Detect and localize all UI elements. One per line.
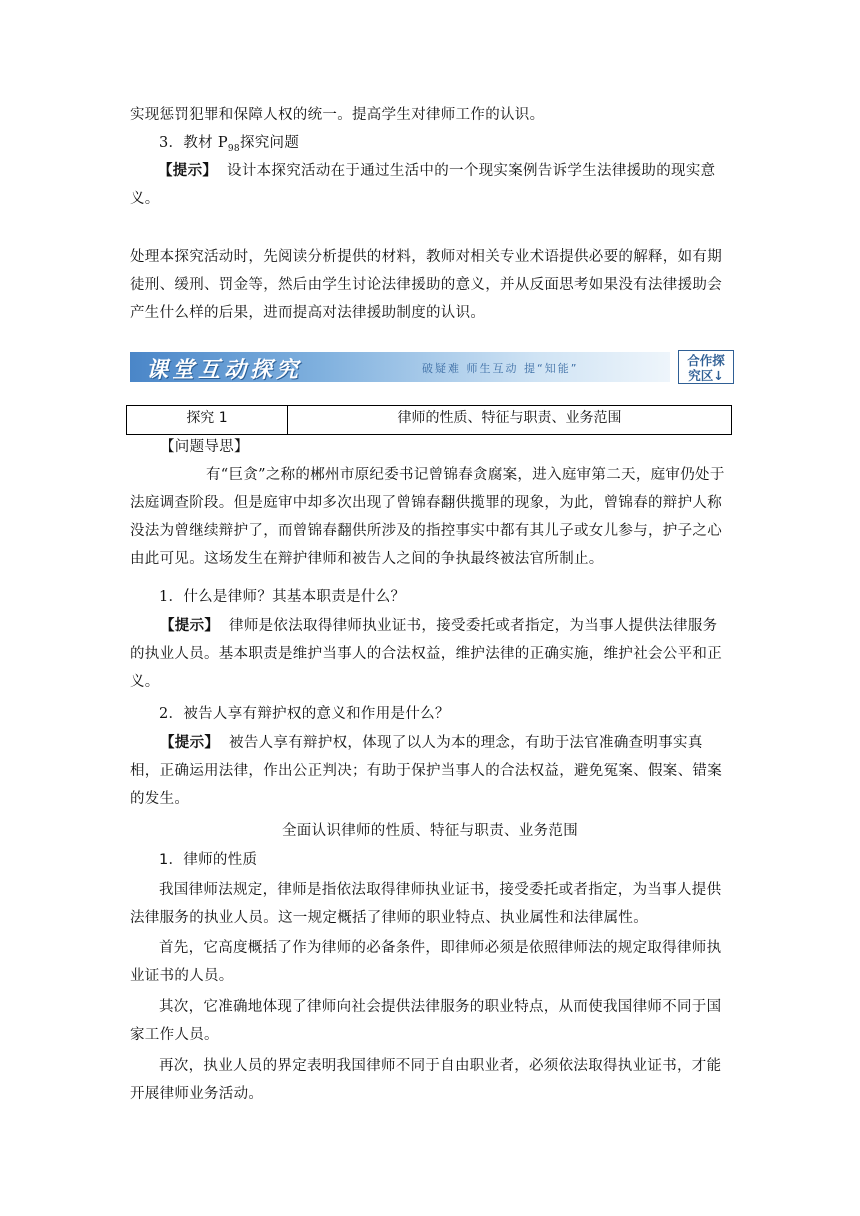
subheading-nature: 1．律师的性质 (159, 852, 258, 868)
guide-label: 【问题导思】 (160, 439, 249, 455)
page-subscript: 98 (227, 143, 240, 154)
summary-title: 全面认识律师的性质、特征与职责、业务范围 (282, 823, 578, 839)
item-3-heading: 3．教材 $P_{98}$探究问题 (159, 135, 300, 154)
section-banner (130, 350, 735, 386)
nature-paragraph-4: 再次，执业人员的界定表明我国律师不同于自由职业者，必须依法取得执业证书，才能开展律师业务活动。 (130, 1058, 722, 1102)
question-1: 1．什么是律师？其基本职责是什么？ (159, 589, 406, 605)
explore-number: 探究 1 (127, 406, 288, 435)
explore-topic: 律师的性质、特征与职责、业务范围 (288, 406, 732, 435)
banner-title: 课堂互动探究 (146, 357, 303, 383)
hint-paragraph-1: 【提示】 设计本探究活动在于通过生活中的一个现实案例告诉学生法律援助的现实意义。 (130, 162, 716, 207)
nature-paragraph-1: 我国律师法规定，律师是指依法取得律师执业证书，接受委托或者指定，为当事人提供法律服务的执业人员。这一规定概括了律师的职业特点、执业属性和法律属性。 (130, 882, 722, 926)
case-story: 有“巨贪”之称的郴州市原纪委书记曾锦春贪腐案，进入庭审第二天，庭审仍处于法庭调查阶段。但是庭审中却多次出现了曾锦春翻供揽罪的现象，为此，曾锦春的辩护人称没法为曾继续辩护了，而曾锦春翻供所涉及的指控事实中都有其儿子或女儿参与，护子之心由此可见。这场发生在辩护律师和被告人之间的争执最终被法官所制止。 (130, 467, 725, 567)
processing-paragraph: 处理本探究活动时，先阅读分析提供的材料，教师对相关专业术语提供必要的解释，如有期徒刑、缓刑、罚金等，然后由学生讨论法律援助的意义，并从反面思考如果没有法律援助会产生什么样的后果，进而提高对法律援助制度的认识。 (130, 249, 722, 321)
nature-paragraph-3: 其次，它准确地体现了律师向社会提供法律服务的职业特点，从而使我国律师不同于国家工作人员。 (130, 999, 722, 1043)
intro-line: 实现惩罚犯罪和保障人权的统一。提高学生对律师工作的认识。 (130, 107, 545, 123)
banner-subtitle: 破疑难 师生互动 提“知能” (422, 362, 579, 375)
explore-table (126, 405, 732, 435)
question-2: 2．被告人享有辩护权的意义和作用是什么？ (159, 706, 450, 722)
cooperation-badge: 合作探 究区↓ (678, 350, 734, 384)
answer-2: 【提示】 被告人享有辩护权，体现了以人为本的理念，有助于法官准确查明事实真相，正确运用法律，作出公正判决；有助于保护当事人的合法权益，避免冤案、假案、错案的发生。 (130, 734, 722, 807)
nature-paragraph-2: 首先，它高度概括了作为律师的必备条件，即律师必须是依照律师法的规定取得律师执业证书的人员。 (130, 940, 722, 984)
answer-1: 【提示】 律师是依法取得律师执业证书，接受委托或者指定，为当事人提供法律服务的执业人员。基本职责是维护当事人的合法权益，维护法律的正确实施，维护社会公平和正义。 (130, 617, 722, 690)
